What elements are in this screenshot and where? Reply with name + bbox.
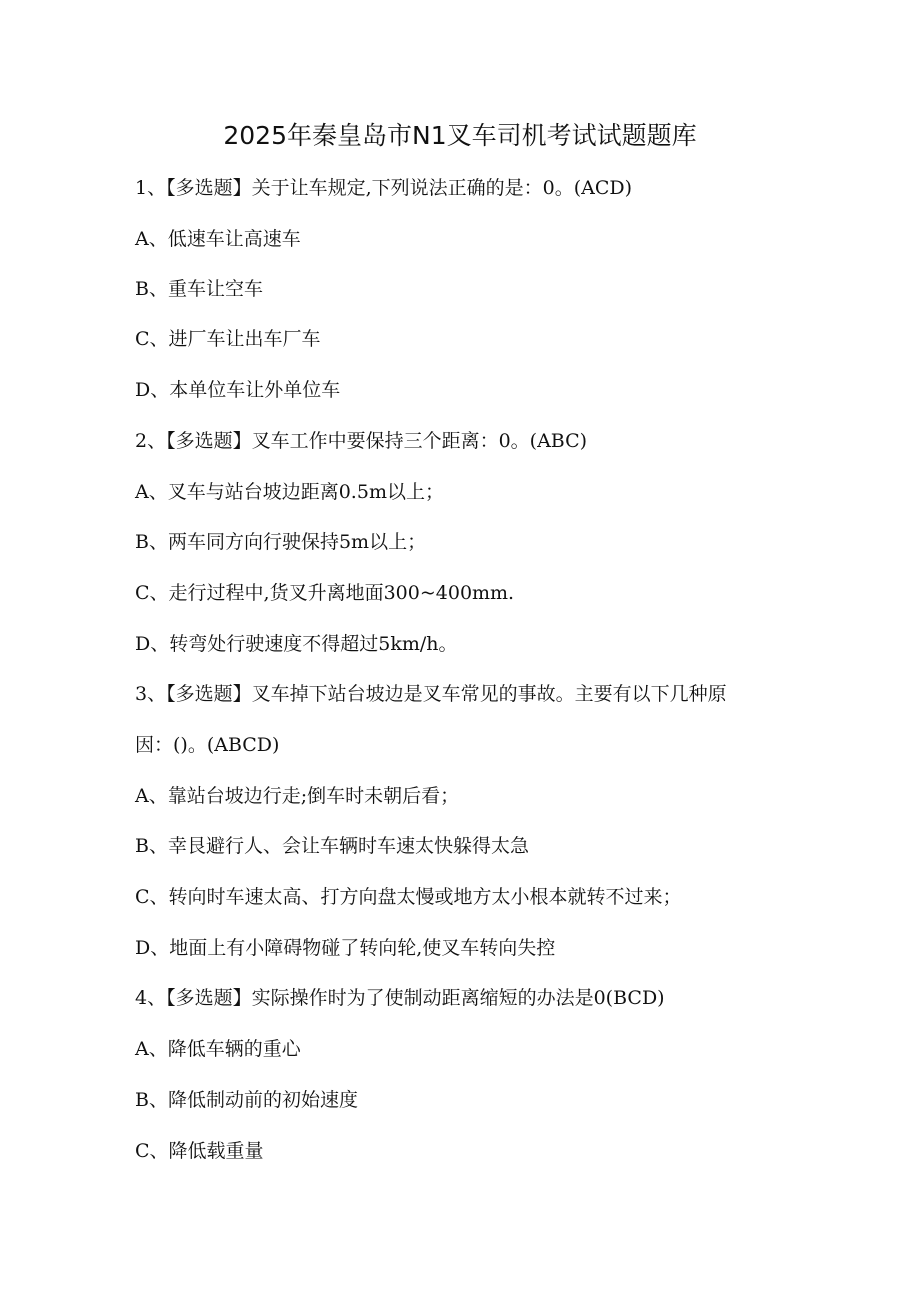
document-title: 2025年秦皇岛市N1叉车司机考试试题题库	[223, 121, 697, 150]
question-4-option-c: C、降低载重量	[135, 1140, 264, 1162]
question-1-option-b: B、重车让空车	[135, 278, 263, 300]
question-3-option-d: D、地面上有小障碍物碰了转向轮,使叉车转向失控	[135, 937, 556, 959]
question-3-option-c: C、转向时车速太高、打方向盘太慢或地方太小根本就转不过来；	[135, 886, 682, 908]
question-1-stem: 1、【多选题】关于让车规定,下列说法正确的是：0。(ACD)	[135, 177, 633, 199]
question-1-option-c: C、进厂车让出车厂车	[135, 328, 321, 350]
question-2-option-b: B、两车同方向行驶保持5m以上；	[135, 531, 427, 553]
question-4-option-b: B、降低制动前的初始速度	[135, 1089, 358, 1111]
question-1-option-d: D、本单位车让外单位车	[135, 379, 341, 401]
question-3-stem-continued: 因：()。(ABCD)	[135, 734, 280, 756]
question-2-option-c: C、走行过程中,货叉升离地面300~400mm.	[135, 582, 515, 604]
question-4-stem: 4、【多选题】实际操作时为了使制动距离缩短的办法是0(BCD)	[135, 987, 665, 1009]
question-3-option-a: A、靠站台坡边行走;倒车时未朝后看；	[135, 785, 460, 807]
question-2-option-a: A、叉车与站台坡边距离0.5m以上；	[135, 481, 444, 503]
question-4-option-a: A、降低车辆的重心	[135, 1038, 301, 1060]
question-2-option-d: D、转弯处行驶速度不得超过5km/h。	[135, 633, 458, 655]
question-2-stem: 2、【多选题】叉车工作中要保持三个距离：0。(ABC)	[135, 430, 588, 452]
question-3-stem: 3、【多选题】叉车掉下站台坡边是叉车常见的事故。主要有以下几种原	[135, 683, 727, 705]
question-3-option-b: B、幸艮避行人、会让车辆时车速太快躲得太急	[135, 835, 529, 857]
question-1-option-a: A、低速车让高速车	[135, 228, 301, 250]
